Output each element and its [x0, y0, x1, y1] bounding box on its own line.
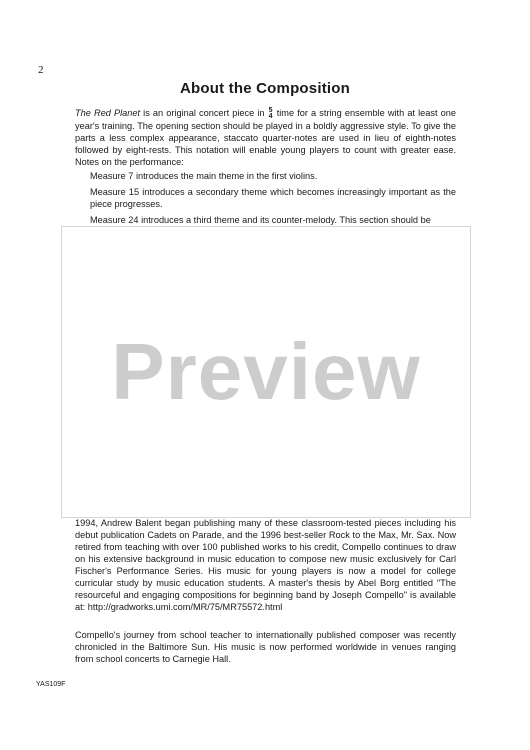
- page-number: 2: [38, 64, 44, 76]
- preview-watermark: Preview: [111, 327, 421, 416]
- page-title: About the Composition: [179, 80, 350, 97]
- time-signature: [269, 108, 273, 120]
- time-signature-top: 5: [268, 106, 273, 114]
- piece-title: The Red Planet: [75, 108, 141, 118]
- preview-overlay: [61, 226, 471, 518]
- list-item: Measure 7 introduces the main theme in the first violins.: [90, 171, 318, 181]
- closing-paragraph: Compello's journey from school teacher to internationally published composer was recently chronicled in the Baltimore Sun. His music is now performed worldwide in venues ranging from school concerts to Carnegie Hall.: [75, 630, 456, 664]
- intro-paragraph: [75, 107, 456, 168]
- catalog-code: YAS109F: [36, 681, 66, 688]
- intro-text-a: is an original concert piece in: [140, 108, 268, 118]
- list-item: Measure 24 introduces a third theme and its counter-melody. This section should be: [90, 215, 431, 225]
- performance-notes-list: [90, 170, 456, 230]
- time-signature-bottom: 4: [268, 112, 273, 120]
- biography-paragraph: [75, 505, 456, 612]
- biography-text: 1994, Andrew Balent began publishing many of these classroom-tested pieces including his debut publication Cadets on Parade, and the 1996 best-seller Rock to the Max, Mr. Sax. Now retired from teaching with over 100 published works to his credit, Compello continues to draw on his extensive background in music education to compose new music exclusively for Carl Fischer's Performance Series. His music for young players is now a model for college curricular study by music education students. A master's thesis by Abel Borg entitled "The resourceful and engaging compositions for beginning band by Joseph Compello" is available at: http://gradworks.umi.com/MR/75/MR75572.html: [75, 518, 456, 612]
- list-item: Measure 15 introduces a secondary theme which becomes increasingly important as the piece progresses.: [90, 187, 456, 209]
- intro-text-b: time for a string ensemble with at least one year's training. The opening section should be played in a boldly aggressive style. To give the parts a less complex appearance, staccato quarter-notes are used in lieu of eighth-notes followed by eight-rests. This notation will enable young players to count with greater ease. Notes on the performance:: [75, 108, 457, 167]
